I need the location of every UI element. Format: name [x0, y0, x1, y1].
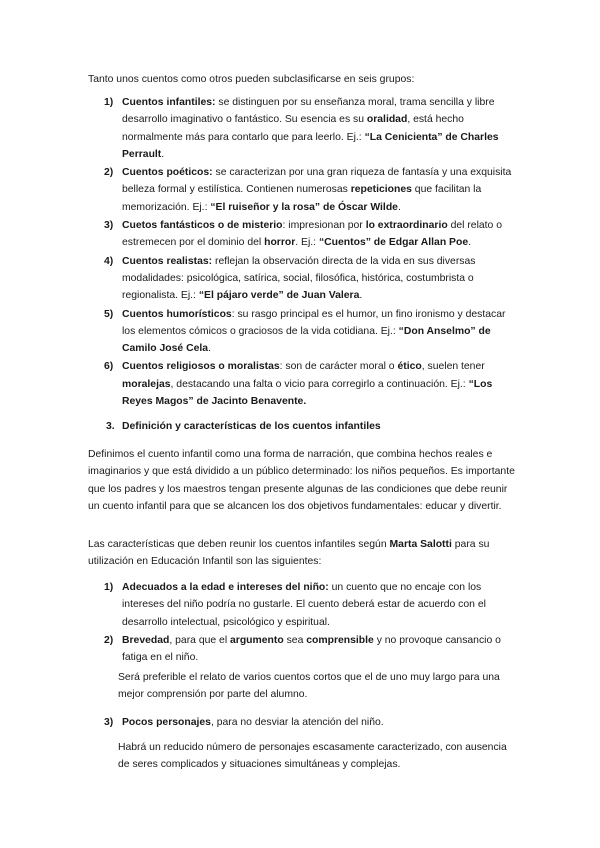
item-text: que facilitan la memorización. Ej.:	[122, 184, 482, 213]
item-number: 1)	[104, 97, 114, 108]
item-title: Adecuados a la edad e intereses del niño:	[122, 582, 329, 593]
item-text: reflejan la observación directa de la vida en sus diversas modalidades: psicológica, satírica, social, filosófica, histórica, costumbrista o regionalista. Ej.:	[122, 255, 476, 302]
item-number: 1)	[104, 582, 114, 593]
intro-text: para su utilización en Educación Infantil son las siguientes:	[88, 539, 490, 568]
item-number: 6)	[104, 361, 114, 373]
characters-note: Habrá un reducido número de personajes escasamente caracterizado, con ausencia de seres complicados y situaciones simultáneas y complejas.	[118, 742, 507, 771]
item-text: y no provoque cansancio o fatiga en el niño.	[122, 634, 501, 664]
item-example: “El ruiseñor y la rosa” de Óscar Wilde	[210, 201, 398, 213]
item-text: : son de carácter moral o	[279, 361, 398, 373]
item-text: , está hecho normalmente más para contarlo que para leerlo. Ej.:	[122, 114, 464, 143]
item-end: .	[468, 237, 472, 249]
item-title: Cuentos realistas:	[122, 255, 213, 267]
list-item	[88, 579, 520, 631]
item-end: .	[161, 148, 165, 160]
item-text: sea	[283, 634, 307, 646]
item-title: Cuentos poéticos:	[122, 167, 213, 179]
item-number: 2)	[104, 634, 114, 646]
item-end: .	[359, 290, 363, 302]
item-example: “Don Anselmo” de Camilo José Cela	[122, 325, 491, 355]
section-title: Definición y características de los cuentos infantiles	[122, 421, 381, 432]
item-emphasis: moralejas	[122, 378, 171, 390]
item-example: “La Cenicienta” de Charles Perrault	[122, 131, 499, 160]
item-text: del relato o estremecen por el dominio del	[122, 220, 502, 249]
story-types-list	[88, 94, 520, 410]
item-title: Brevedad	[122, 634, 170, 646]
item-emphasis: repeticiones	[350, 184, 412, 196]
item-end: .	[397, 201, 401, 213]
item-text: : su rasgo principal es el humor, un fino ironismo y destacar los elementos cómicos o graciosos de la vida cotidiana. Ej.:	[122, 308, 506, 337]
list-item	[88, 94, 520, 163]
item-text: se distinguen por su enseñanza moral, trama sencilla y libre desarrollo imaginativo o fantástico. Su esencia es su	[122, 97, 495, 126]
list-item	[88, 253, 520, 305]
item-text: , para no desviar la atención del niño.	[210, 717, 384, 728]
definition-paragraph: Definimos el cuento infantil como una forma de narración, que combina hechos reales e imaginarios y que está dividido a un público determinado: los niños pequeños. Es importante que los padres y los maestros tengan presente algunas de las condiciones que debe reunir un cuento infantil para que se alcancen los dos objetivos fundamentales: educar y divertir.	[88, 449, 515, 512]
item-title: Pocos personajes	[122, 717, 211, 728]
item-number: 3)	[104, 717, 114, 728]
brevity-note: Será preferible el relato de varios cuentos cortos que el de uno muy largo para una mejor comprensión por parte del alumno.	[118, 672, 500, 701]
item-title: Cuentos humorísticos	[122, 308, 232, 320]
item-text: : impresionan por	[282, 220, 366, 232]
item-number: 4)	[104, 255, 114, 267]
item-example: “El pájaro verde” de Juan Valera	[198, 290, 360, 302]
item-text: se caracterizan por una gran riqueza de fantasía y una exquisita belleza formal y estilística. Contienen numerosas	[122, 167, 512, 196]
item-emphasis: lo extraordinario	[365, 220, 448, 232]
list-item	[88, 164, 520, 216]
item-number: 3)	[104, 220, 114, 232]
item-emphasis: argumento	[230, 634, 284, 646]
characteristics-intro	[88, 536, 520, 571]
item-emphasis: comprensible	[306, 634, 374, 646]
author-name: Marta Salotti	[389, 539, 452, 550]
list-item	[88, 306, 520, 358]
item-number: 5)	[104, 308, 114, 320]
list-item	[88, 632, 520, 667]
characteristics-list-continued	[88, 714, 520, 731]
intro-text: Las características que deben reunir los cuentos infantiles según	[88, 539, 390, 550]
item-end: .	[208, 343, 211, 355]
item-emphasis: oralidad	[366, 114, 408, 126]
intro-paragraph: Tanto unos cuentos como otros pueden subclasificarse en seis grupos:	[88, 74, 415, 85]
item-emphasis: ético	[397, 361, 422, 373]
characteristics-list	[88, 579, 520, 666]
item-number: 2)	[104, 167, 114, 179]
item-text: . Ej.:	[295, 237, 319, 249]
item-example: “Los Reyes Magos” de Jacinto Benavente.	[122, 378, 493, 408]
item-title: Cuentos religiosos o moralistas	[122, 361, 280, 373]
list-item	[88, 714, 520, 731]
item-emphasis: horror	[264, 237, 296, 249]
list-item	[88, 217, 520, 252]
section-number: 3.	[106, 421, 115, 432]
list-item	[88, 358, 520, 410]
item-example: “Cuentos” de Edgar Allan Poe	[318, 237, 469, 249]
section-heading	[88, 418, 554, 435]
item-title: Cuentos infantiles:	[122, 97, 216, 108]
item-text: , para que el	[169, 634, 231, 646]
item-title: Cuetos fantásticos o de misterio	[122, 220, 283, 232]
item-text: un cuento que no encaje con los intereses del niño podría no gustarle. El cuento deberá estar de acuerdo con el desarrollo intelectual, psicológico y espiritual.	[122, 582, 486, 628]
item-text: , destacando una falta o vicio para corregirlo a continuación. Ej.:	[170, 378, 469, 390]
item-text: , suelen tener	[421, 361, 485, 373]
